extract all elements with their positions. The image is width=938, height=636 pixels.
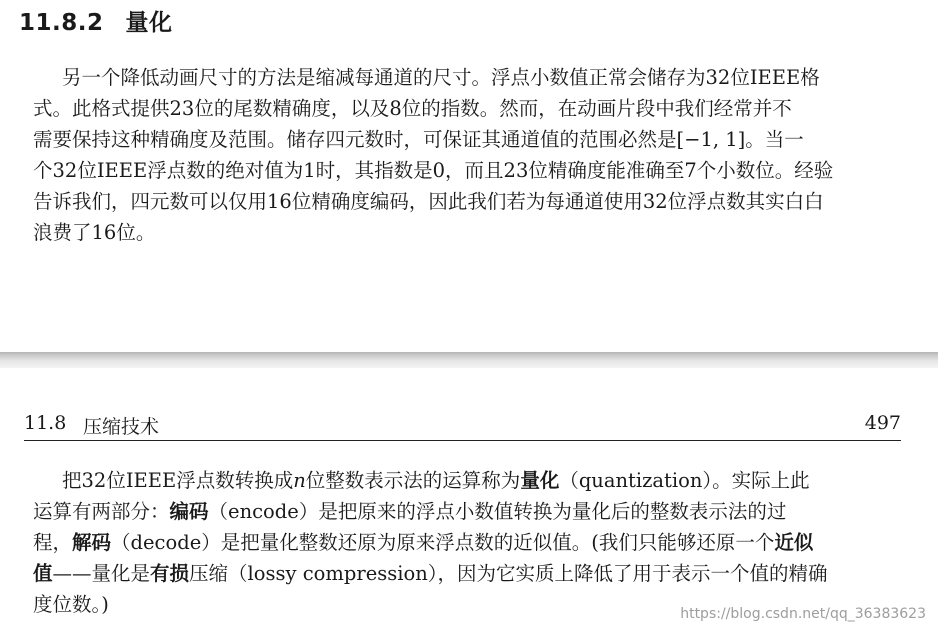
bold-term: 编码: [169, 500, 209, 523]
math-variable: n: [293, 469, 306, 492]
bold-term: 有损: [150, 562, 190, 585]
text-run: 压缩（lossy compression），因为它实质上降低了用于表示一个值的精确: [189, 562, 828, 585]
bold-term: 解码: [72, 531, 112, 554]
bold-term: 值: [33, 562, 53, 585]
body-paragraph-quantization-definition: [33, 465, 905, 620]
text-run: （quantization）。实际上此: [559, 469, 810, 492]
paragraph-line: 另一个降低动画尺寸的方法是缩减每通道的尺寸。浮点小数值正常会储存为32位IEEE格: [62, 66, 820, 89]
section-title: 量化: [125, 10, 173, 36]
running-header: [24, 408, 901, 441]
paragraph-line: 式。此格式提供23位的尾数精确度，以及8位的指数。然而，在动画片段中我们经常并不: [33, 97, 792, 120]
section-heading: [19, 4, 173, 37]
paragraph-line: [33, 496, 905, 527]
text-run: 位整数表示法的运算称为: [305, 469, 521, 492]
bold-term: 量化: [520, 469, 560, 492]
text-run: 把32位IEEE浮点数转换成: [62, 469, 294, 492]
running-header-title: 压缩技术: [83, 416, 160, 438]
source-watermark: https://blog.csdn.net/qq_36383623: [680, 606, 926, 622]
paragraph-line: [33, 465, 905, 496]
paragraph-line: 告诉我们，四元数可以仅用16位精确度编码，因此我们若为每通道使用32位浮点数其实白白: [33, 190, 824, 213]
text-run: 程，: [33, 531, 73, 554]
paragraph-line: 浪费了16位。: [33, 221, 156, 244]
body-paragraph-quantization-intro: [33, 62, 908, 248]
page-number: 497: [864, 412, 901, 434]
paragraph-line: 需要保持这种精确度及范围。储存四元数时，可保证其通道值的范围必然是[−1, 1]。当一: [33, 128, 804, 151]
bold-term: 近似: [774, 531, 814, 554]
text-run: （decode）是把量化整数还原为原来浮点数的近似值。(我们只能够还原一个: [111, 531, 775, 554]
text-run: 运算有两部分：: [33, 500, 170, 523]
running-header-number: 11.8: [24, 412, 67, 434]
paragraph-line: [33, 527, 905, 558]
text-run: （encode）是把原来的浮点小数值转换为量化后的整数表示法的过: [208, 500, 787, 523]
page-separator: [0, 352, 938, 368]
text-run: ——量化是: [52, 562, 151, 585]
paragraph-line: [33, 558, 905, 589]
paragraph-line: 个32位IEEE浮点数的绝对值为1时，其指数是0，而且23位精确度能准确至7个小数位。经验: [33, 159, 834, 182]
paragraph-line: 度位数。): [33, 593, 109, 616]
section-number: 11.8.2: [19, 10, 104, 36]
